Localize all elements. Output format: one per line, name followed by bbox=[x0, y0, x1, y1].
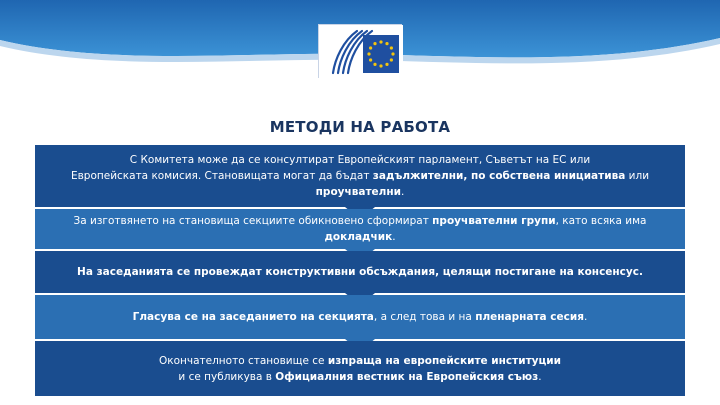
eu-star-icon bbox=[369, 46, 372, 49]
eesc-logo bbox=[318, 24, 402, 78]
step-5-line-2-pre: и се публикува в bbox=[178, 370, 276, 383]
eu-star-icon bbox=[379, 40, 382, 43]
step-4-bold-1: Гласува се на заседанието на секцията bbox=[132, 311, 374, 323]
eu-star-icon bbox=[390, 46, 393, 49]
eu-star-icon bbox=[373, 63, 376, 66]
page-title: МЕТОДИ НА РАБОТА bbox=[269, 118, 451, 136]
step-1 bbox=[35, 145, 685, 207]
eu-star-icon bbox=[367, 52, 370, 55]
step-4-post: . bbox=[583, 311, 588, 323]
eu-star-icon bbox=[385, 42, 388, 45]
eu-star-icon bbox=[391, 52, 394, 55]
step-2-pre: За изготвянето на становища секциите обикновено сформират bbox=[73, 215, 433, 227]
step-5-line-1-pre: Окончателното становище се bbox=[158, 354, 328, 367]
step-3-bold: На заседанията се провеждат конструктивни обсъждания, целящи постигане на консенсус. bbox=[77, 266, 643, 278]
step-2-bold-1: проучвателни групи bbox=[432, 215, 556, 227]
step-5 bbox=[35, 341, 685, 396]
step-2 bbox=[35, 209, 685, 249]
step-4-mid: , а след това и на bbox=[373, 311, 476, 323]
step-1-line-2-post: или bbox=[625, 170, 650, 182]
step-1-line-1: С Комитета може да се консултират Европейският парламент, Съветът на ЕС или bbox=[129, 154, 591, 166]
eu-star-icon bbox=[379, 64, 382, 67]
eu-star-icon bbox=[385, 63, 388, 66]
step-3 bbox=[35, 251, 685, 293]
step-4-bold-2: пленарната сесия bbox=[475, 311, 584, 323]
step-5-line-2-bold: Официалния вестник на Европейския съюз bbox=[275, 370, 539, 383]
step-2-bold-2: докладчик bbox=[324, 231, 393, 243]
eu-star-icon bbox=[373, 42, 376, 45]
step-5-line-2-post: . bbox=[538, 370, 542, 383]
step-2-mid: , като всяка има bbox=[555, 215, 647, 227]
step-5-line-1-bold: изпраща на европейските институции bbox=[327, 354, 562, 367]
step-1-line-3-bold: проучвателни bbox=[315, 186, 401, 198]
step-4 bbox=[35, 295, 685, 339]
step-1-line-2-bold: задължителни, по собствена инициатива bbox=[372, 170, 626, 182]
eu-star-icon bbox=[390, 58, 393, 61]
eu-star-icon bbox=[369, 58, 372, 61]
step-2-post: . bbox=[392, 231, 396, 243]
step-1-line-2-pre: Европейската комисия. Становищата могат да бъдат bbox=[70, 170, 373, 182]
eesc-logo-icon bbox=[319, 25, 403, 79]
step-1-line-3-post: . bbox=[400, 186, 405, 198]
